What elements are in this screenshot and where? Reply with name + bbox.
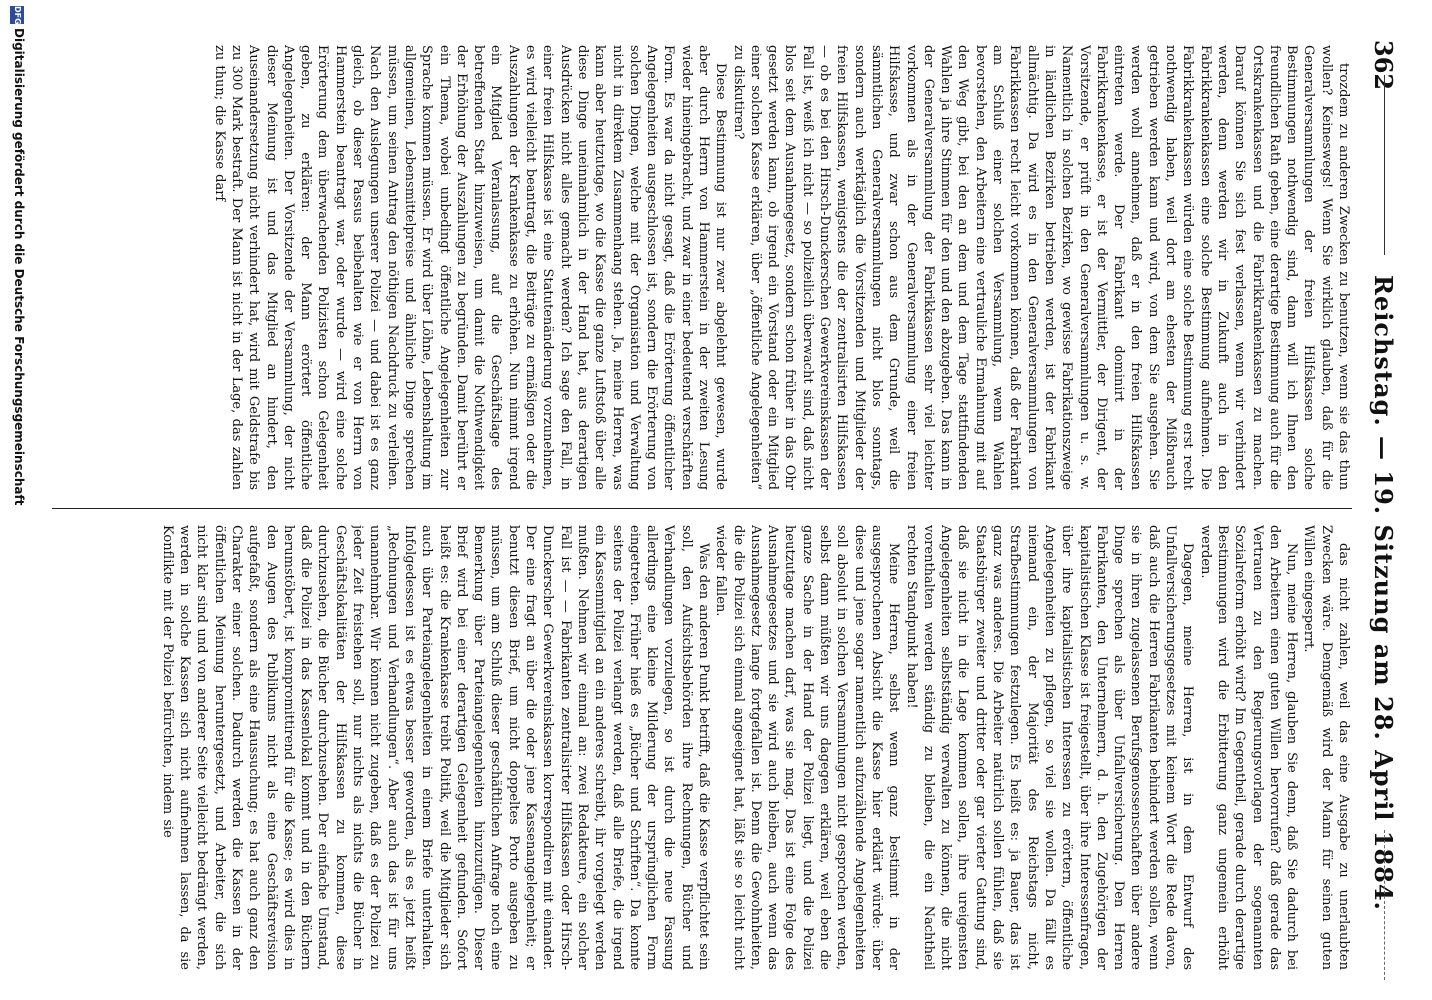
page-number: 362 bbox=[1369, 40, 1398, 91]
paragraph: Was den anderen Punkt betrifft, daß die Kasse verpflichtet sein soll, den Aufsichtsbehörden ihre Rechnungen, Bücher und Verhandlungen vorzulegen, so ist durch die neue Fassung allerdings eine kleine Milderung der ursprünglichen Form eingetreten. Früher hieß es „Bücher und Schriften“. Da konnte seitens der Polizei verlangt werden, daß alle Briefe, die irgend ein Kassenmitglied an ein anderes schreibt, ihr vorgelegt werden mußten. Nehmen wir einmal an: zwei Redakteure, ein solcher Fall ist — — Fabrikanten zentralisirter Hilfskassen oder Hirsch-Dunckerscher Gewerkvereinskassen korrespondiren mit einander. Der eine fragt an über die oder jene Kassenangelegenheit; er benutzt diesen Brief, um nicht doppeltes Porto ausgeben zu müssen, um am Schluß dieser geschäftlichen Anfrage noch eine Bemerkung über Parteiangelegenheiten hinzuzufügen. Dieser Brief wird bei einer derartigen Gelegenheit gefunden. Sofort heißt es: die Krankenkasse treibt Politik, weil die Mitglieder sich auch über Parteiangelegenheiten in einem Briefe unterhalten. Infolgedessen ist es etwas besser geworden, als es jetzt heißt „Rechnungen und Verhandlungen“. Aber auch das ist für uns unannehmbar. Wir können nicht zugeben, daß es der Polizei zu jeder Zeit freistehen soll, nur nichts als nichts die Bücher in Geschäftslokalitäten der Hilfskassen zu kommen, diese durchzusehen, die Bücher durchzusehen. Der einfache Umstand, daß die Polizei in das Kassenlokal kommt und in den Büchern herumstöbert, ist kompromittirend für die Kasse; es wird dies in den Augen des Publikums nicht als eine Geschäftsrevision aufgefaßt, sondern als eine Haussuchung; es hat auch ganz den Charakter einer solchen. Dadurch werden die Kassen in der öffentlichen Meinung heruntergesetzt, und Arbeiter, die sich nicht klar sind und von anderer Seite vielleicht bedrängt werden, werden in solche Kassen sich nicht aufnehmen lassen, da sie Konflikte mit der Polizei befürchten, indem sie bbox=[159, 525, 712, 970]
page-title: Reichstag. — 19. Sitzung am 28. April 1884. bbox=[1369, 275, 1398, 911]
text-column-left bbox=[52, 45, 1352, 490]
header-rule bbox=[1384, 75, 1385, 255]
paragraph: trozdem zu anderen Zwecken zu benutzen, wenn sie das thun wollen? Keineswegs! Wenn Sie wirklich glauben, daß für die Generalversammlungen der freien Hilfskassen solche Bestimmungen nothwendig sind, dann will ich Ihnen den freundlichen Rath geben, eine derartige Bestimmung auch für die Ortskrankenkassen und die Fabrikkrankenkassen zu machen. Darauf können Sie sich fest verlassen, wenn wir verhindert werden, denn werden wir in Zukunft auch in den Fabrikkrankenkassen eine solche Bestimmung aufnehmen. Die Fabrikkrankenkassen würden eine solche Bestimmung erst recht nothwendig haben, weil dort am ehesten der Mißbrauch getrieben werden kann und wird, von dem Sie ausgehen. Sie werden wohl annehmen, daß er in den freien Hilfskassen eintreten werde. Der Fabrikant dominirt in der Fabrikkrankenkasse, er ist der Vermittler, der Dirigent, der Vorsitzende, er prüft in den Generalversammlungen u. s. w. Namentlich in solchen Bezirken, wo gewisse Fabrikationszweige in ländlichen Bezirken betrieben werden, ist der Fabrikant allmächtig. Da wird es in den Generalversammlungen von Fabrikkassen recht leicht vorkommen können, daß der Fabrikant am Schluß einer solchen Versammlung, wenn Wahlen bevorstehen, den Arbeitern eine vertrauliche Ermahnung mit auf den Weg gibt, bei den an dem und dem Tage stattfindenden Wahlen ja ihre Stimmen für den und den abzugeben. Das kann in der Generalversammlung der Fabrikkassen sehr viel leichter vorkommen als in der Generalversammlung einer freien Hilfskasse, und zwar schon aus dem Grunde, weil die sämmtlichen Generalversammlungen nicht blos sonntags, sondern auch werktäglich die Vorsitzenden und Mitglieder der freien Hilfskassen, wenigstens die der zentralisirten Hilfskassen — ob es bei den Hirsch-Dunckerschen Gewerkvereinskassen der Fall ist, weiß ich nicht — so polizeilich überwacht sind, daß nicht blos seit dem Ausnahmegesetz, sondern schon früher in das Ohr gesetzt werden kann, ob irgend ein Vorstand oder ein Mitglied einer solchen Kasse erklären, über „öffentliche Angelegenheiten“ zu diskutiren? bbox=[730, 45, 1351, 490]
running-head bbox=[1360, 0, 1420, 1000]
header-rule-dashed bbox=[1384, 830, 1385, 980]
paragraph: das nicht zahlen, weil das eine Ausgabe zu unerlaubten Zwecken wäre. Demgemäß wird der Mann für seinen guten Willen eingesperrt. bbox=[1301, 525, 1351, 970]
column-divider bbox=[52, 508, 1352, 509]
paragraph: Diese Bestimmung ist nur zwar abgelehnt gewesen, wurde aber durch Herrn von Hammerstein in der zweiten Lesung wieder hineingebracht, und zwar in einer bedeutend verschärften Form. Es war da nicht gesagt, daß die Erörterung öffentlicher Angelegenheiten ausgeschlossen ist, sondern die Erörterung von solchen Dingen, welche mit der Organisation und Verwaltung nicht in direktem Zusammenhang stehen. Ja, meine Herren, was kann aber heutzutage, wo die Kasse die ganze Luftstoß über alle diese Dinge uneinnahmlich in der Hand hat, aus derartigen Ausdrücken nicht alles gemacht werden? Ich sage den Fall, in einer freien Hilfskasse ist eine Statutenänderung vorzunehmen, es wird vielleicht beantragt, die Beiträge zu ermäßigen oder die Auszahlungen der Krankenkasse zu erhöhen. Nun nimmt irgend ein Mitglied Veranlassung, auf die Geschäftslage des betreffenden Stadt hinzuweisen, um damit die Nothwendigkeit der Erhöhung der Auszahlungen zu begründen. Damit berührt er ein Thema, wobei unbedingt öffentliche Angelegenheiten zur Sprache kommen müssen. Er wird über Löhne, Lebenshaltung im allgemeinen, Lebensmittelpreise und ähnliche Dinge sprechen müssen, um seinen Antrag den nöthigen Nachdruck zu verleihen. Nach den Auslegungen unserer Polizei — und dabei ist es ganz gleich, ob dieser Passus beibehalten wie er von Herrn von Hammerstein beantragt war, oder wurde — wird eine solche Erörterung dem überwachenden Polizisten schon Gelegenheit geben, zu erklären: der Mann erörtert öffentliche Angelegenheiten. Der Vorsitzende der Versammlung, der nicht dieser Meinung ist und das Mitglied an hindert, den Auseinandersetzung nicht verhindert hat, wird mit Geldstrafe bis zu 300 Mark bestraft. Der Mann ist nicht in der Lage, das zahlen zu thun; die Kasse darf bbox=[211, 45, 729, 490]
digitization-credit-bar bbox=[0, 0, 34, 1000]
dfg-logo: DFG bbox=[10, 6, 24, 24]
paragraph: Meine Herren, selbst wenn ganz bestimmt in der ausgesprochenen Absicht die Kasse hier erklärt würde: über diese und jene sogar namentlich aufzuzählende Angelegenheiten soll absolut in solchen Versammlungen nicht gesprochen werden, selbst dann müßten wir uns dagegen erklären, weil eben die ganze Sache in der Hand der Polizei liegt, und die Polizei heutzutage machen darf, was sie mag. Das ist eine Folge des Ausnahmegesetzes und sie wird auch bleiben, auch wenn das Ausnahmegesetz lange fortgefallen ist. Denn die Gewohnheiten, die die Polizei sich einmal angeeignet hat, läßt sie so leicht nicht wieder fallen. bbox=[713, 525, 902, 970]
paragraph: Dagegen, meine Herren, ist in dem Entwurf des Unfallversicherungsgesetzes mit keinem Wort die Rede davon, daß auch die Herren Fabrikanten behindert werden sollen, wenn sie in ihren zugelassenen Berufsgenossenschaften über andere Dinge sprechen als über Unfallversicherung. Den Herren Fabrikanten, den Unternehmern, d. h. den Zugehörigen der kapitalistischen Klasse ist freigestellt, über ihre Interessenfragen, über ihre kapitalistischen Interessen zu erörtern, öffentliche Angelegenheiten zu pflegen, so viel sie wollen. Da fällt es niemand ein, der Majorität des Reichstags nicht, Strafbestimmungen festzulegen. Es heißt es: ja Bauer, das ist ganz was anderes. Die Arbeiter natürlich sollen fühlen, daß sie Staatsbürger zweiter und dritter oder gar vierter Gattung sind, daß sie nicht in die Lage kommen sollen, ihre ureigensten Angelegenheiten selbstständig verwalten zu können, die nicht vorenthalten werden ständig zu bleiben, die ein Nachtheil rechten Standpunkt haben! bbox=[903, 525, 1196, 970]
text-column-right bbox=[52, 525, 1352, 970]
digitization-credit: Digitalisierung gefördert durch die Deutsche Forschungsgemeinschaft bbox=[12, 28, 26, 506]
paragraph: Nun, meine Herren, glauben Sie denn, daß Sie dadurch bei den Arbeitern einen guten Willen hervorrufen? daß gerade das Vertrauen zu den Regierungsvorlagen der sogenannten Sozialreform erhöht wird? Im Gegentheil, gerade durch derartige Bestimmungen wird die Erbitterung ganz ungemein erhöht werden. bbox=[1197, 525, 1300, 970]
